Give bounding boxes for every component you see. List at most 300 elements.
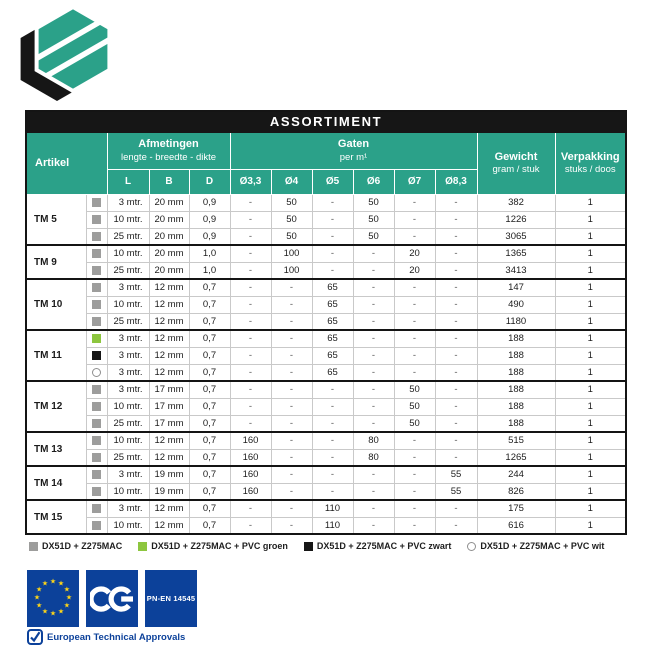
swatch-cell [86,313,107,330]
table-cell: - [271,517,312,534]
table-cell: - [435,381,477,398]
table-cell: 188 [477,330,555,347]
table-cell: 188 [477,415,555,432]
table-row [26,279,626,296]
star-icon: ★ [63,586,70,594]
table-cell: 50 [394,398,435,415]
table-cell: - [435,279,477,296]
table-cell: 50 [271,228,312,245]
legend-item [138,541,288,551]
table-cell: 10 mtr. [107,517,149,534]
table-cell: - [271,330,312,347]
table-row [26,466,626,483]
table-cell: - [394,483,435,500]
header-artikel: Artikel [26,132,107,194]
swatch-grey-icon [92,232,101,241]
swatch-cell [86,449,107,466]
table-cell: - [353,398,394,415]
table-cell: - [312,415,353,432]
swatch-white-icon [467,542,476,551]
table-cell: - [271,415,312,432]
table-cell: 3 mtr. [107,364,149,381]
gewicht-subtitle: gram / stuk [492,164,540,176]
table-cell: 0,7 [189,364,230,381]
table-row [26,517,626,534]
table-cell: 10 mtr. [107,398,149,415]
table-cell: 25 mtr. [107,262,149,279]
table-cell: - [394,432,435,449]
table-cell: - [230,381,271,398]
swatch-grey-icon [92,470,101,479]
table-cell: 0,7 [189,517,230,534]
table-cell: 20 [394,262,435,279]
table-cell: 0,7 [189,466,230,483]
table-row [26,194,626,211]
table-cell: - [353,279,394,296]
table-cell: 188 [477,364,555,381]
table-cell: 12 mm [149,279,189,296]
table-cell: 1 [555,245,626,262]
table-cell: - [435,449,477,466]
table-cell: - [435,500,477,517]
table-cell: - [271,500,312,517]
table-cell: - [435,313,477,330]
table-cell: - [230,330,271,347]
table-cell: 3065 [477,228,555,245]
table-cell: 17 mm [149,415,189,432]
artikel-label: TM 15 [26,500,86,534]
table-cell: 50 [394,381,435,398]
eta-checkbox-icon [27,629,43,645]
table-cell: - [435,194,477,211]
table-cell: 1 [555,296,626,313]
table-cell: - [394,364,435,381]
table-cell: - [271,347,312,364]
table-cell: - [271,398,312,415]
company-logo [14,6,116,107]
header-gaten [230,132,477,169]
table-cell: 50 [271,194,312,211]
table-cell: - [312,398,353,415]
table-cell: 188 [477,347,555,364]
table-cell: 1265 [477,449,555,466]
swatch-grey-icon [92,419,101,428]
table-cell: 20 mm [149,194,189,211]
table-row [26,296,626,313]
table-cell: - [312,245,353,262]
star-icon: ★ [57,580,65,588]
swatch-cell [86,398,107,415]
swatch-cell [86,262,107,279]
table-cell: 147 [477,279,555,296]
table-cell: 1 [555,194,626,211]
star-icon: ★ [36,602,43,610]
table-cell: - [230,517,271,534]
table-row [26,381,626,398]
header-col-d7: Ø7 [394,169,435,194]
table-cell: 25 mtr. [107,449,149,466]
table-cell: - [435,245,477,262]
table-cell: 1 [555,330,626,347]
hexagon-logo-icon [14,6,116,102]
header-col-B: B [149,169,189,194]
table-cell: 1 [555,483,626,500]
artikel-label: TM 13 [26,432,86,466]
table-row [26,398,626,415]
table-cell: - [353,364,394,381]
table-cell: - [312,262,353,279]
product-group [26,381,626,432]
verpakking-subtitle: stuks / doos [564,164,616,176]
swatch-cell [86,483,107,500]
pn-en-label: PN-EN 14545 [146,594,196,603]
table-cell: 1 [555,415,626,432]
table-cell: 12 mm [149,517,189,534]
star-icon: ★ [65,594,73,602]
table-cell: - [435,432,477,449]
swatch-grey-icon [29,542,38,551]
table-cell: 10 mtr. [107,296,149,313]
table-cell: - [230,194,271,211]
table-cell: 110 [312,500,353,517]
table-cell: 17 mm [149,381,189,398]
star-icon: ★ [36,586,43,594]
table-cell: - [394,211,435,228]
table-cell: - [312,228,353,245]
legend-label: DX51D + Z275MAC [42,541,123,551]
table-cell: - [394,517,435,534]
swatch-cell [86,296,107,313]
table-cell: - [353,415,394,432]
table-cell: 19 mm [149,483,189,500]
star-icon: ★ [57,608,65,616]
table-cell: - [394,330,435,347]
assortiment-table [25,110,627,535]
swatch-cell [86,466,107,483]
table-cell: 382 [477,194,555,211]
table-cell: 25 mtr. [107,228,149,245]
table-cell: 12 mm [149,330,189,347]
table-cell: 1 [555,517,626,534]
legend-item [304,541,452,551]
table-cell: - [312,483,353,500]
table-cell: - [271,432,312,449]
legend-label: DX51D + Z275MAC + PVC wit [480,541,605,551]
table-cell: 50 [353,211,394,228]
table-cell: 0,9 [189,211,230,228]
product-group [26,245,626,279]
table-row [26,432,626,449]
table-cell: 1 [555,228,626,245]
table-row [26,330,626,347]
table-cell: 0,7 [189,313,230,330]
gaten-subtitle: per m¹ [339,151,368,163]
table-cell: - [394,296,435,313]
table-cell: 3 mtr. [107,330,149,347]
swatch-cell [86,381,107,398]
table-cell: 826 [477,483,555,500]
table-cell: 19 mm [149,466,189,483]
table-cell: - [394,279,435,296]
table-cell: 20 mm [149,245,189,262]
table-cell: 1 [555,500,626,517]
table-cell: - [435,228,477,245]
table-cell: 1 [555,466,626,483]
product-group [26,279,626,330]
table-cell: 0,7 [189,296,230,313]
table-cell: - [394,347,435,364]
swatch-cell [86,415,107,432]
table-cell: - [230,364,271,381]
table-cell: - [271,279,312,296]
header-col-L: L [107,169,149,194]
table-cell: 0,7 [189,500,230,517]
table-cell: 3 mtr. [107,500,149,517]
table-cell: 0,7 [189,483,230,500]
table-cell: 1 [555,262,626,279]
table-cell: - [312,194,353,211]
table-cell: 0,7 [189,449,230,466]
table-cell: - [271,364,312,381]
table-cell: 0,7 [189,330,230,347]
ce-letters-icon [90,585,134,613]
header-gewicht [477,132,555,194]
table-cell: 20 [394,245,435,262]
table-cell: - [435,415,477,432]
artikel-label: TM 12 [26,381,86,432]
table-row [26,211,626,228]
swatch-grey-icon [92,453,101,462]
table-title: ASSORTIMENT [26,111,626,132]
table-row [26,313,626,330]
table-cell: 100 [271,245,312,262]
table-cell: 25 mtr. [107,415,149,432]
table-cell: 3 mtr. [107,347,149,364]
table-cell: 490 [477,296,555,313]
header-afmetingen [107,132,230,169]
table-cell: - [394,313,435,330]
artikel-label: TM 14 [26,466,86,500]
product-group [26,432,626,466]
swatch-cell [86,517,107,534]
header-col-d6: Ø6 [353,169,394,194]
table-cell: 0,9 [189,228,230,245]
star-icon: ★ [63,602,70,610]
gewicht-title: Gewicht [494,150,538,163]
swatch-cell [86,364,107,381]
table-cell: 1 [555,279,626,296]
swatch-cell [86,330,107,347]
table-cell: 0,9 [189,194,230,211]
table-cell: - [271,483,312,500]
table-cell: 50 [394,415,435,432]
legend-label: DX51D + Z275MAC + PVC zwart [316,541,452,551]
table-cell: 55 [435,466,477,483]
table-cell: - [271,449,312,466]
table-row [26,449,626,466]
swatch-grey-icon [92,487,101,496]
table-row [26,415,626,432]
table-cell: - [312,432,353,449]
table-cell: 616 [477,517,555,534]
legend-item [467,541,604,551]
table-cell: 1 [555,398,626,415]
table-cell: - [271,466,312,483]
table-cell: 0,7 [189,415,230,432]
table-cell: 3 mtr. [107,466,149,483]
table-cell: 65 [312,330,353,347]
table-cell: - [353,517,394,534]
table-cell: - [435,347,477,364]
eu-flag-icon [27,570,79,627]
table-cell: - [435,398,477,415]
table-cell: 80 [353,449,394,466]
table-cell: - [353,313,394,330]
table-cell: 10 mtr. [107,432,149,449]
table-cell: 65 [312,364,353,381]
table-cell: 0,7 [189,381,230,398]
header-col-d83: Ø8,3 [435,169,477,194]
swatch-grey-icon [92,249,101,258]
table-cell: - [394,500,435,517]
table-cell: 10 mtr. [107,483,149,500]
table-cell: - [230,296,271,313]
header-col-d4: Ø4 [271,169,312,194]
table-cell: 12 mm [149,432,189,449]
table-cell: 65 [312,296,353,313]
table-cell: 1 [555,347,626,364]
swatch-cell [86,245,107,262]
table-cell: - [353,347,394,364]
swatch-grey-icon [92,385,101,394]
artikel-label: TM 5 [26,194,86,245]
table-cell: 1,0 [189,262,230,279]
swatch-grey-icon [92,215,101,224]
table-cell: - [312,449,353,466]
swatch-white-icon [92,368,101,377]
table-cell: - [271,313,312,330]
table-cell: 80 [353,432,394,449]
table-cell: - [353,245,394,262]
table-cell: 0,7 [189,432,230,449]
table-cell: 3 mtr. [107,194,149,211]
pn-en-badge [145,570,197,627]
table-row [26,347,626,364]
swatch-green-icon [138,542,147,551]
swatch-cell [86,279,107,296]
table-cell: 3413 [477,262,555,279]
swatch-cell [86,347,107,364]
table-cell: 12 mm [149,364,189,381]
product-group [26,466,626,500]
swatch-grey-icon [92,436,101,445]
header-verpakking [555,132,626,194]
table-cell: - [353,381,394,398]
table-cell: 1,0 [189,245,230,262]
swatch-black-icon [92,351,101,360]
swatch-green-icon [92,334,101,343]
table-cell: - [230,398,271,415]
table-cell: - [271,296,312,313]
table-cell: - [353,500,394,517]
table-row [26,500,626,517]
table-cell: 50 [353,194,394,211]
ce-mark-icon [86,570,138,627]
swatch-grey-icon [92,198,101,207]
eta-label: European Technical Approvals [47,631,186,643]
certification-logos [27,570,197,627]
product-group [26,194,626,245]
assortiment-section [25,110,625,535]
table-cell: 12 mm [149,313,189,330]
afmetingen-subtitle: lengte - breedte - dikte [120,151,217,163]
star-icon: ★ [41,580,49,588]
artikel-label: TM 9 [26,245,86,279]
table-cell: 65 [312,313,353,330]
table-cell: 65 [312,279,353,296]
gaten-title: Gaten [337,138,370,151]
swatch-grey-icon [92,317,101,326]
swatch-cell [86,194,107,211]
table-cell: 12 mm [149,347,189,364]
table-row [26,483,626,500]
swatch-cell [86,211,107,228]
product-group [26,500,626,534]
table-cell: - [230,228,271,245]
afmetingen-title: Afmetingen [138,138,199,151]
table-cell: 0,7 [189,279,230,296]
table-cell: 0,7 [189,347,230,364]
table-cell: 1 [555,364,626,381]
table-cell: - [435,330,477,347]
table-cell: 50 [353,228,394,245]
table-cell: 160 [230,483,271,500]
table-cell: 17 mm [149,398,189,415]
legend-item [29,541,122,551]
table-cell: - [230,313,271,330]
product-group [26,330,626,381]
table-cell: - [230,262,271,279]
table-cell: 1 [555,449,626,466]
table-cell: 160 [230,466,271,483]
table-cell: 3 mtr. [107,381,149,398]
table-cell: 10 mtr. [107,211,149,228]
table-cell: 175 [477,500,555,517]
table-cell: 25 mtr. [107,313,149,330]
star-icon: ★ [33,594,41,602]
table-header [26,111,626,194]
table-cell: - [435,211,477,228]
swatch-cell [86,432,107,449]
table-cell: - [312,381,353,398]
table-row [26,245,626,262]
table-cell: 1180 [477,313,555,330]
table-cell: - [353,483,394,500]
table-cell: - [394,466,435,483]
swatch-black-icon [304,542,313,551]
artikel-label: TM 10 [26,279,86,330]
swatch-grey-icon [92,402,101,411]
legend [29,541,604,551]
table-row [26,364,626,381]
eta-logo [27,629,185,645]
table-cell: - [312,466,353,483]
swatch-grey-icon [92,283,101,292]
table-cell: - [230,500,271,517]
table-cell: 0,7 [189,398,230,415]
table-cell: 1 [555,211,626,228]
table-cell: - [312,211,353,228]
